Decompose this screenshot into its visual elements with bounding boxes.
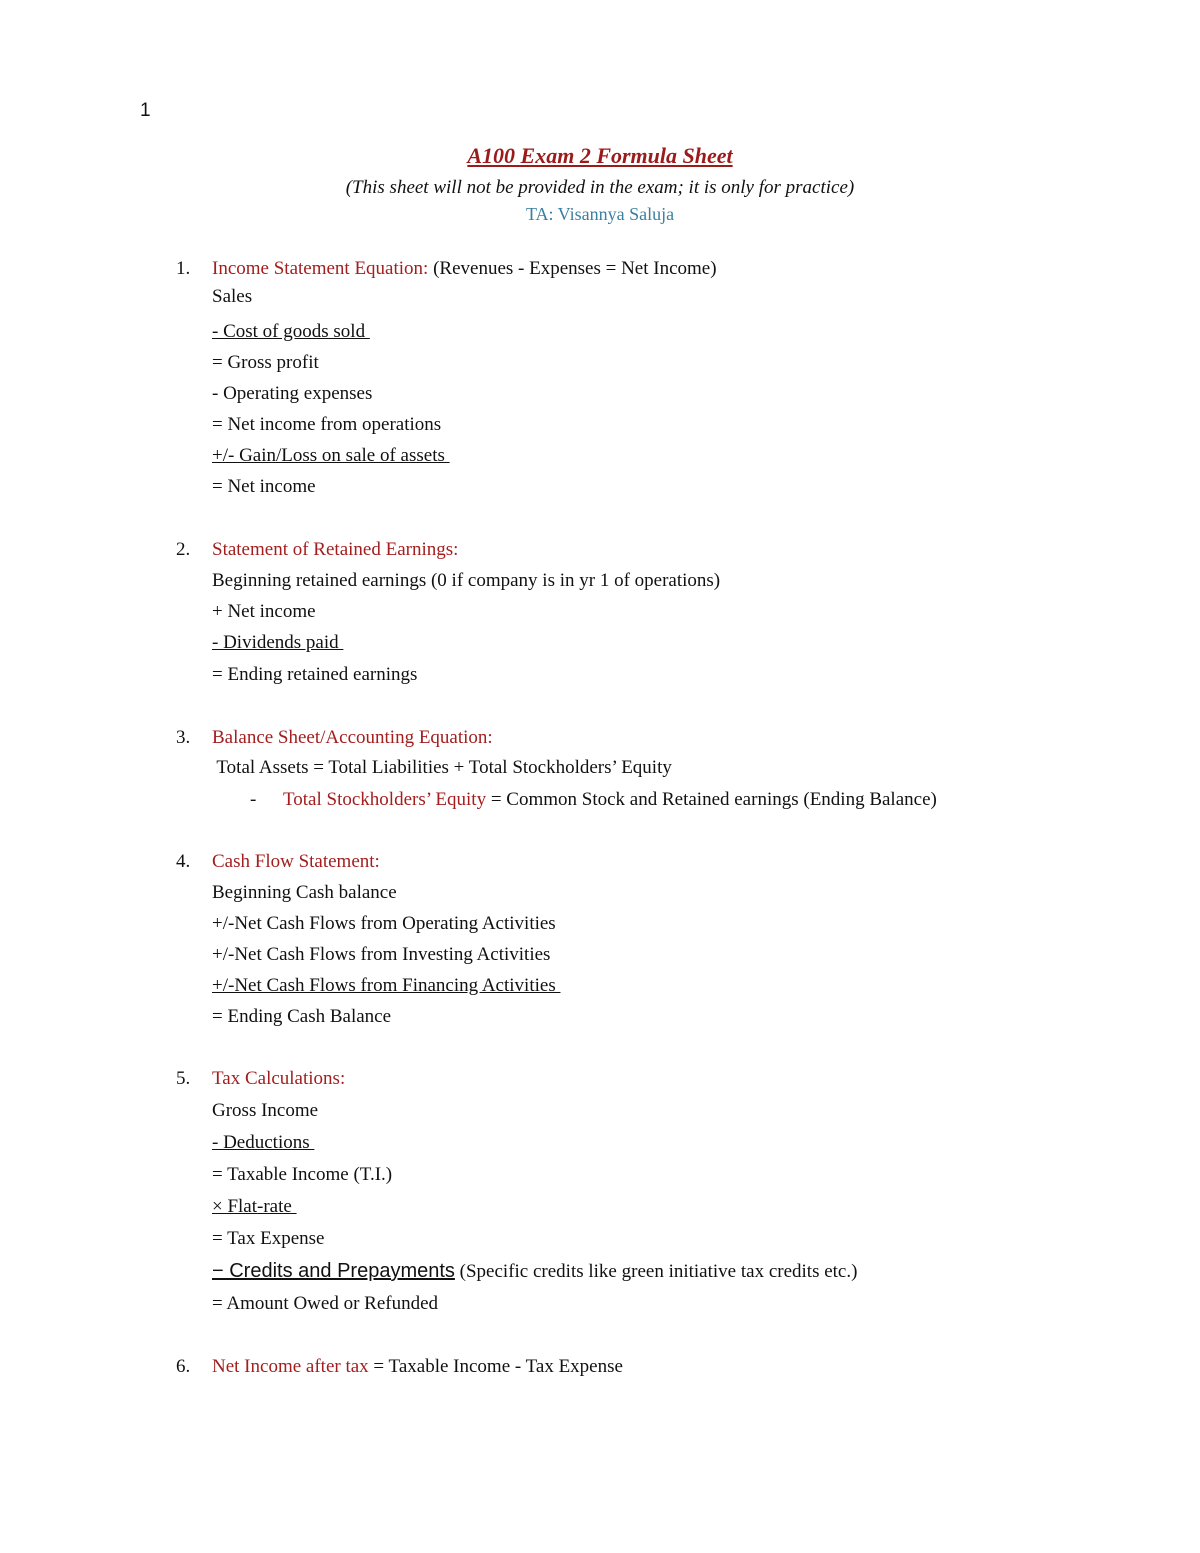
formula-line: = Ending retained earnings — [212, 664, 418, 685]
section-heading-line — [212, 258, 717, 280]
credits-note: (Specific credits like green initiative tax credits etc.) — [454, 1261, 858, 1282]
formula-line: Sales — [212, 286, 253, 307]
formula-line: +/-Net Cash Flows from Operating Activities — [212, 913, 556, 934]
formula-line: = Gross profit — [212, 352, 319, 373]
formula-line: + Net income — [212, 601, 316, 622]
formula-line: × Flat-rate — [212, 1196, 297, 1217]
section-number: 6. — [176, 1356, 191, 1377]
section-number: 3. — [176, 727, 191, 748]
page-number: 1 — [140, 100, 151, 121]
section-number: 4. — [176, 851, 191, 872]
formula-line: +/-Net Cash Flows from Investing Activities — [212, 944, 551, 965]
ta-name: TA: Visannya Saluja — [525, 204, 675, 224]
formula-line: = Net income — [212, 476, 316, 497]
section-heading: Net Income after tax — [212, 1356, 369, 1377]
bullet-heading: Total Stockholders’ Equity — [283, 789, 487, 810]
formula-line: = Net income from operations — [212, 414, 442, 435]
formula-line: +/-Net Cash Flows from Financing Activities — [212, 975, 561, 996]
section-heading: Balance Sheet/Accounting Equation: — [212, 727, 493, 748]
section-heading-line — [212, 1356, 623, 1378]
bullet-rest: = Common Stock and Retained earnings (Ending Balance) — [486, 789, 937, 810]
section-heading-rest: = Taxable Income - Tax Expense — [368, 1356, 623, 1377]
subtitle: (This sheet will not be provided in the exam; it is only for practice) — [345, 177, 855, 198]
formula-line: = Amount Owed or Refunded — [212, 1293, 439, 1314]
page-title: A100 Exam 2 Formula Sheet — [467, 143, 733, 168]
formula-line: Total Assets = Total Liabilities + Total Stockholders’ Equity — [212, 757, 672, 778]
formula-line: - Dividends paid — [212, 632, 344, 653]
credits-term: − Credits and Prepayments — [212, 1260, 455, 1282]
formula-line — [212, 1260, 857, 1283]
formula-line: - Deductions — [212, 1132, 315, 1153]
formula-line: = Ending Cash Balance — [212, 1006, 392, 1027]
formula-line: - Cost of goods sold — [212, 321, 370, 342]
formula-line: Beginning retained earnings (0 if company is in yr 1 of operations) — [212, 570, 721, 591]
section-number: 2. — [176, 539, 191, 560]
section-heading: Statement of Retained Earnings: — [212, 539, 459, 560]
formula-line: = Tax Expense — [212, 1228, 325, 1249]
section-heading: Income Statement Equation: — [212, 258, 429, 279]
bullet-dash: - — [250, 789, 257, 810]
section-heading: Tax Calculations: — [212, 1068, 346, 1089]
section-heading-rest: (Revenues - Expenses = Net Income) — [428, 258, 717, 279]
bullet-line — [283, 789, 937, 811]
formula-line: - Operating expenses — [212, 383, 373, 404]
formula-line: Gross Income — [212, 1100, 319, 1121]
section-number: 5. — [176, 1068, 191, 1089]
section-heading: Cash Flow Statement: — [212, 851, 380, 872]
formula-line: = Taxable Income (T.I.) — [212, 1164, 393, 1185]
formula-line: +/- Gain/Loss on sale of assets — [212, 445, 450, 466]
formula-line: Beginning Cash balance — [212, 882, 397, 903]
section-number: 1. — [176, 258, 191, 279]
